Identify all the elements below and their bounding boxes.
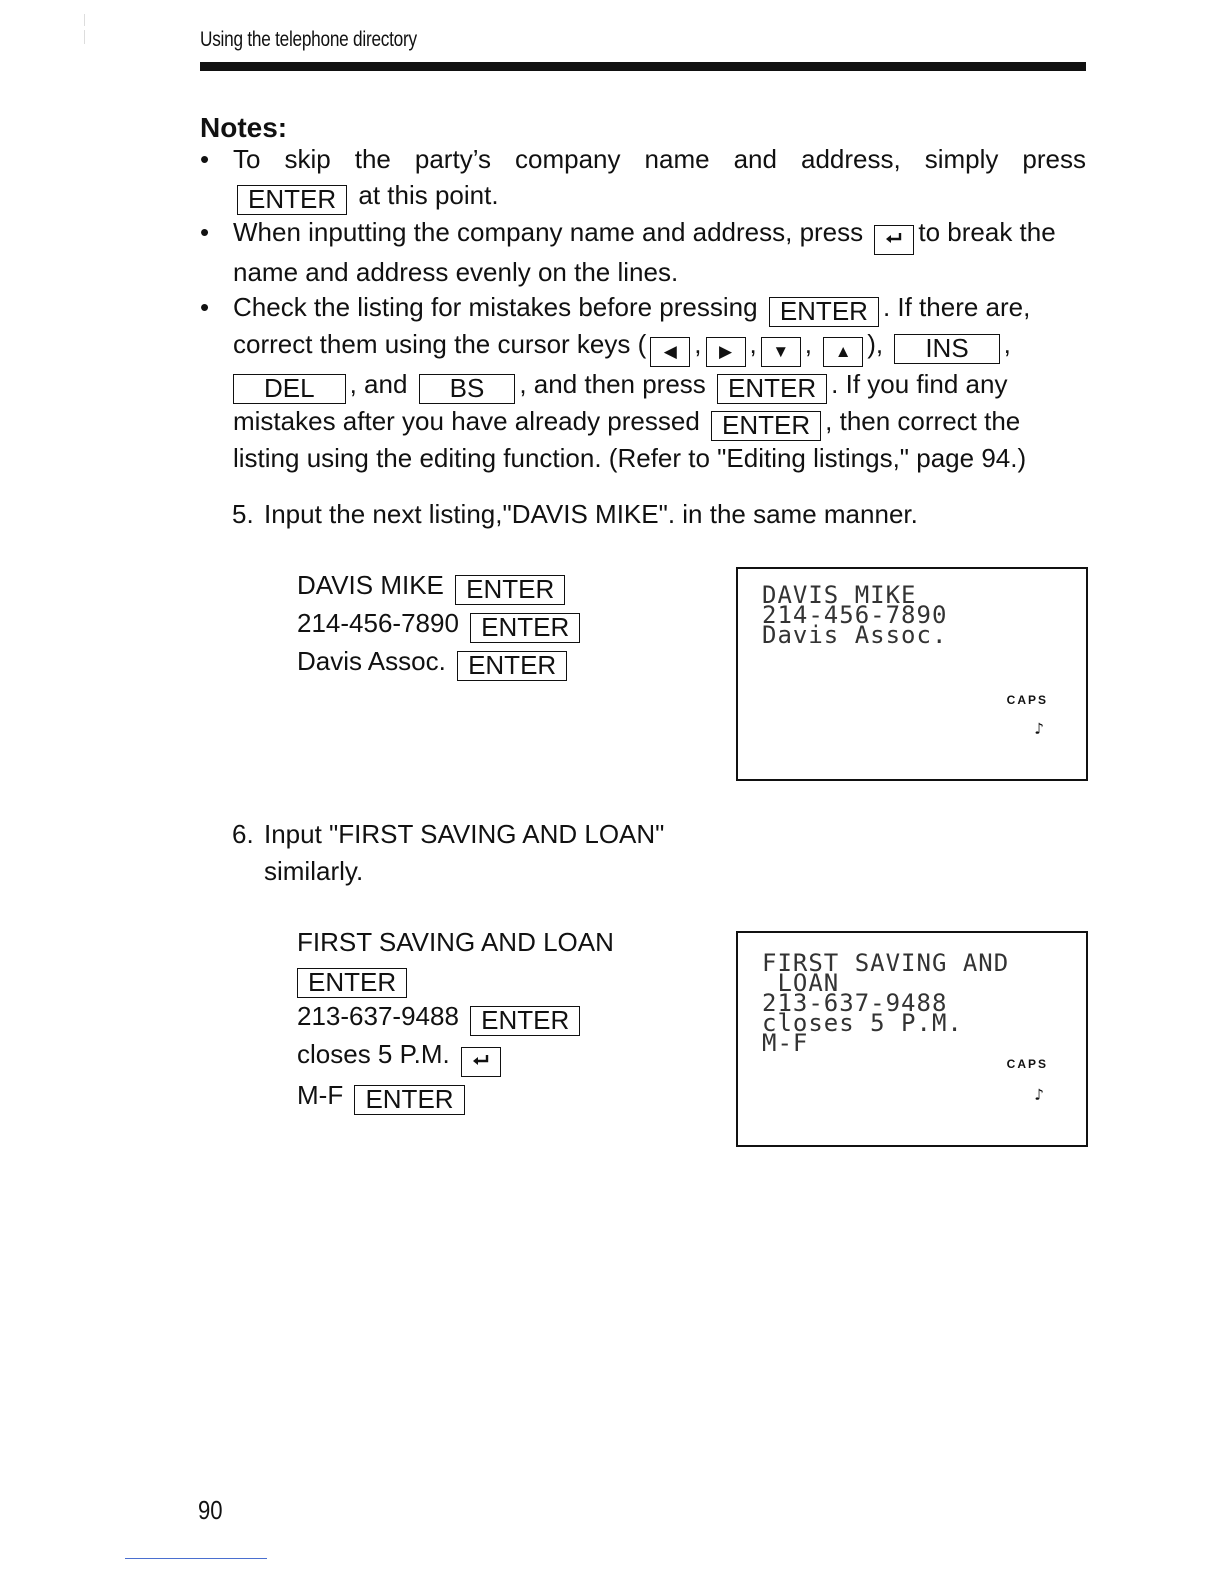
sound-indicator-icon: ♪ xyxy=(1034,719,1044,738)
keystroke-line: DAVIS MIKE ENTER xyxy=(297,567,584,605)
bs-key: BS xyxy=(419,374,516,404)
enter-key: ENTER xyxy=(237,185,347,215)
enter-key: ENTER xyxy=(470,1006,580,1036)
enter-key: ENTER xyxy=(455,575,565,605)
return-key-icon xyxy=(461,1047,501,1077)
note-line: DEL , and BS , and then press ENTER . If you find any xyxy=(233,367,1086,404)
lcd-line: FIRST SAVING AND xyxy=(762,949,1010,977)
enter-key: ENTER xyxy=(297,968,407,998)
footer-line xyxy=(125,1558,267,1559)
enter-key: ENTER xyxy=(457,651,567,681)
step-6: 6. Input "FIRST SAVING AND LOAN" similarly. xyxy=(232,819,665,886)
caps-indicator: CAPS xyxy=(1006,693,1048,707)
page-number: 90 xyxy=(198,1495,223,1525)
running-head: Using the telephone directory xyxy=(200,28,417,51)
enter-key: ENTER xyxy=(354,1085,464,1115)
note-line: To skip the party’s company name and address, simply press xyxy=(233,144,1086,174)
notes-title: Notes: xyxy=(200,112,288,143)
note-line: ENTER at this point. xyxy=(233,178,1086,215)
return-key-icon xyxy=(874,225,914,255)
lcd-line: LOAN xyxy=(762,969,840,997)
lcd-display xyxy=(736,931,1088,1147)
lcd-line: 214-456-7890 xyxy=(762,601,948,629)
lcd-display xyxy=(736,567,1088,781)
lcd-line: 213-637-9488 xyxy=(762,989,948,1017)
keystroke-line: M-F ENTER xyxy=(297,1077,614,1115)
note-line: Check the listing for mistakes before pressing ENTER . If there are, xyxy=(233,292,1031,326)
note-item: • Check the listing for mistakes before pressing ENTER . If there are, correct them using the cursor keys ( ◀ , ▶ , ▼ , ▲ ), INS , DEL , and BS , and then press ENTER . If you find any mistakes after you have already pressed ENTER , then correct the listing using the editing function. (Refer to "Editing listings," page 94.) xyxy=(200,290,1086,477)
note-item: • When inputting the company name and address, press to break the name and address evenly on the lines. xyxy=(200,215,1086,291)
del-key: DEL xyxy=(233,374,346,404)
keystroke-line: Davis Assoc. ENTER xyxy=(297,643,584,681)
lcd-line: DAVIS MIKE xyxy=(762,581,917,609)
note-line: listing using the editing function. (Refer to "Editing listings," page 94.) xyxy=(233,443,1027,473)
keystroke-line: 214-456-7890 ENTER xyxy=(297,605,584,643)
note-line: When inputting the company name and address, press to break the xyxy=(233,215,1086,255)
lcd-line: M-F xyxy=(762,1029,809,1057)
cursor-right-icon: ▶ xyxy=(706,337,746,367)
enter-key: ENTER xyxy=(470,613,580,643)
enter-key: ENTER xyxy=(769,297,879,327)
cursor-up-icon: ▲ xyxy=(823,337,863,367)
header-rule xyxy=(200,62,1086,71)
margin-mark xyxy=(84,30,85,44)
enter-key: ENTER xyxy=(717,374,827,404)
keystroke-line: 213-637-9488 ENTER xyxy=(297,998,614,1036)
margin-mark xyxy=(84,14,85,26)
step-6-keystrokes xyxy=(297,924,614,1115)
ins-key: INS xyxy=(894,334,999,364)
note-line: correct them using the cursor keys ( ◀ , ▶ , ▼ , ▲ ), INS , xyxy=(233,327,1086,367)
keystroke-line: closes 5 P.M. xyxy=(297,1036,614,1077)
cursor-left-icon: ◀ xyxy=(650,337,690,367)
cursor-down-icon: ▼ xyxy=(761,337,801,367)
keystroke-line: FIRST SAVING AND LOAN xyxy=(297,927,614,957)
keystroke-line xyxy=(297,960,614,998)
notes-list xyxy=(200,142,1086,477)
step-5: 5. Input the next listing,"DAVIS MIKE". in the same manner. xyxy=(232,499,918,529)
enter-key: ENTER xyxy=(711,411,821,441)
note-line: mistakes after you have already pressed ENTER , then correct the xyxy=(233,406,1021,440)
caps-indicator: CAPS xyxy=(1006,1057,1048,1071)
step-5-keystrokes xyxy=(297,567,584,681)
note-line: name and address evenly on the lines. xyxy=(233,256,679,287)
sound-indicator-icon: ♪ xyxy=(1034,1085,1044,1104)
note-item: • To skip the party’s company name and address, simply press ENTER at this point. xyxy=(200,144,1086,214)
lcd-line: Davis Assoc. xyxy=(762,621,948,649)
lcd-line: closes 5 P.M. xyxy=(762,1009,963,1037)
